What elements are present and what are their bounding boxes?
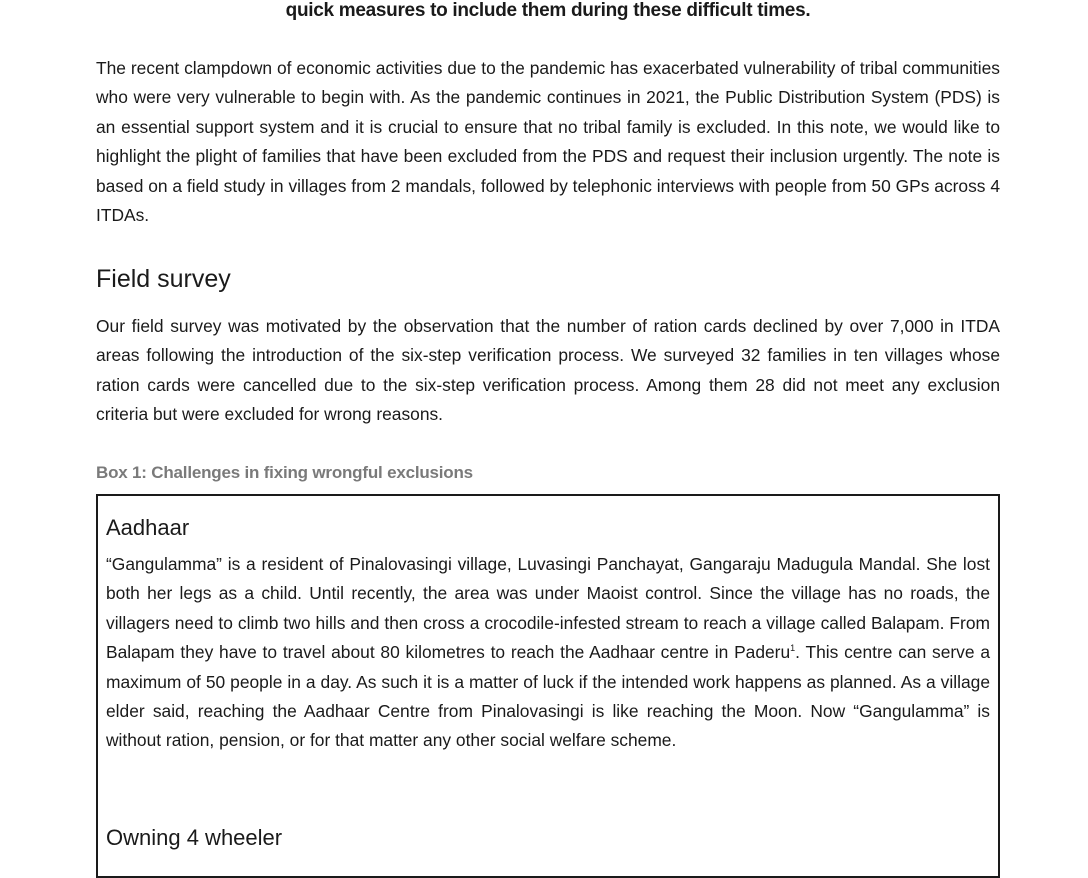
case-study-box-content — [106, 514, 990, 756]
document-heading: quick measures to include them during these difficult times. — [285, 0, 811, 21]
box-subheading-owning-4-wheeler: Owning 4 wheeler — [106, 825, 283, 850]
box-paragraph-part-2: . This centre can serve a maximum of 50 people in a day. As such it is a matter of luck if the intended work happens as planned. As a village elder said, reaching the Aadhaar Centre from Pinalovasingi is like reaching the Moon. Now “Gangulamma” is without ration, pension, or for that matter any other social welfare scheme. — [106, 642, 990, 751]
box-subheading-aadhaar: Aadhaar — [106, 515, 190, 540]
section-heading-field-survey: Field survey — [96, 265, 231, 293]
survey-paragraph: Our field survey was motivated by the observation that the number of ration cards declined by over 7,000 in ITDA areas following the introduction of the six-step verification process. We surveyed 32 families in ten villages whose ration cards were cancelled due to the six-step verification process. Among them 28 did not meet any exclusion criteria but were excluded for wrong reasons. — [96, 316, 1000, 425]
box-caption: Box 1: Challenges in fixing wrongful exclusions — [96, 463, 473, 482]
case-study-box — [96, 494, 1000, 878]
intro-paragraph: The recent clampdown of economic activities due to the pandemic has exacerbated vulnerability of tribal communities who were very vulnerable to begin with. As the pandemic continues in 2021, the Public Distribution System (PDS) is an essential support system and it is crucial to ensure that no tribal family is excluded. In this note, we would like to highlight the plight of families that have been excluded from the PDS and request their inclusion urgently. The note is based on a field study in villages from 2 mandals, followed by telephonic interviews with people from 50 GPs across 4 ITDAs. — [96, 58, 1000, 226]
box-paragraph-aadhaar — [106, 550, 990, 756]
box-paragraph-part-1: “Gangulamma” is a resident of Pinalovasingi village, Luvasingi Panchayat, Gangaraju Madugula Mandal. She lost both her legs as a child. Until recently, the area was under Maoist control. Since the village has no roads, the villagers need to climb two hills and then cross a crocodile-infested stream to reach a village called Balapam. From Balapam they have to travel about 80 kilometres to reach the Aadhaar centre in Paderu — [106, 554, 990, 663]
footnote-marker[interactable]: 1 — [790, 643, 796, 654]
